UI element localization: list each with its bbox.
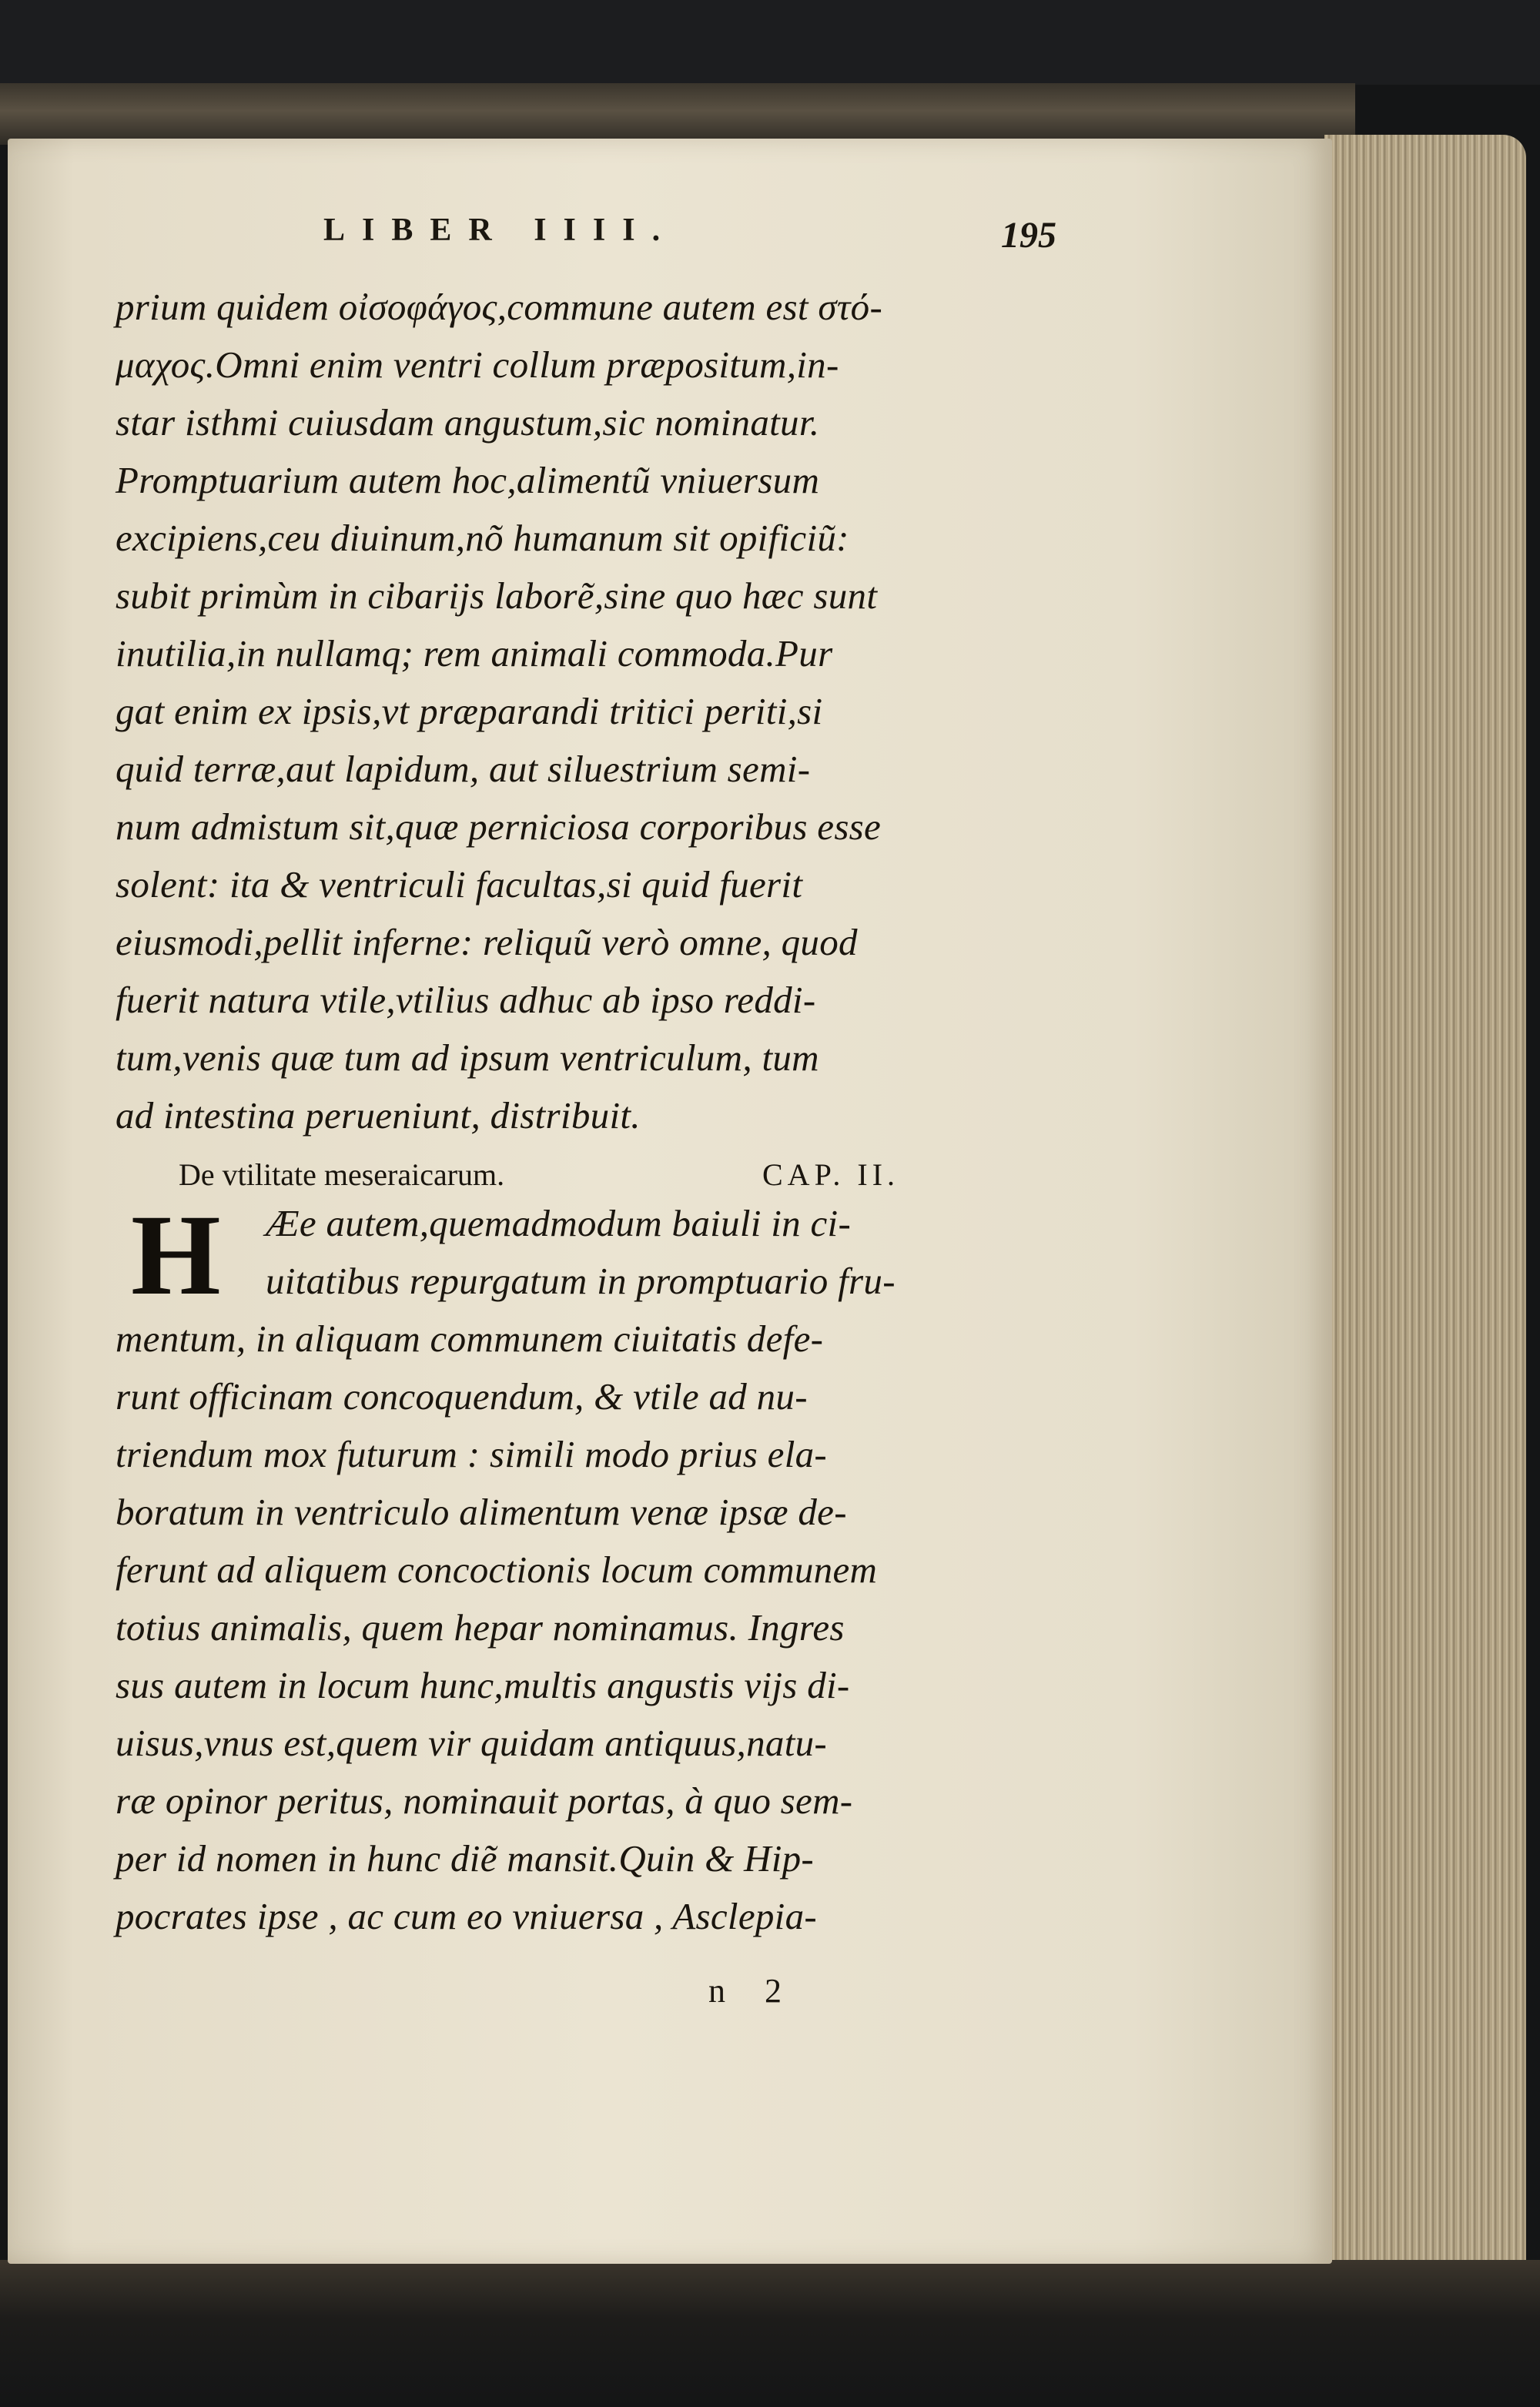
text-line: star isthmi cuiusdam angustum,sic nominatur. [116,401,820,444]
text-line: Æe autem,quemadmodum baiuli in ci- [266,1202,852,1244]
text-line: uitatibus repurgatum in promptuario fru- [266,1260,896,1302]
background-bottom [0,2260,1540,2407]
running-head: LIBER IIII. [323,213,678,248]
text-line: ad intestina perueniunt, distribuit. [116,1094,641,1137]
text-line: num admistum sit,quæ perniciosa corporibus esse [116,805,882,848]
text-line: gat enim ex ipsis,vt præparandi tritici periti,si [116,690,823,732]
text-line: excipiens,ceu diuinum,nõ humanum sit opificiũ: [116,517,849,559]
text-line: triendum mox futurum : simili modo prius ela- [116,1433,828,1475]
text-line: ræ opinor peritus, nominauit portas, à quo sem- [116,1779,853,1822]
text-line: Promptuarium autem hoc,alimentũ vniuersum [116,459,820,501]
text-line: prium quidem οἰσοφάγος,commune autem est στό- [116,286,883,328]
text-line: boratum in ventriculo alimentum venæ ipsæ de- [116,1491,847,1533]
text-line: μαχος.Omni enim ventri collum præpositum,in- [116,343,839,386]
chapter-title: De vtilitate meseraicarum. [179,1157,505,1192]
text-line: mentum, in aliquam communem ciuitatis defe- [116,1317,824,1360]
text-line: fuerit natura vtile,vtilius adhuc ab ipso reddi- [116,979,816,1021]
text-line: quid terræ,aut lapidum, aut siluestrium semi- [116,748,811,790]
drop-cap: H [131,1191,221,1319]
text-line: uisus,vnus est,quem vir quidam antiquus,natu- [116,1722,828,1764]
text-line: eiusmodi,pellit inferne: reliquũ verò omne, quod [116,921,858,963]
text-line: totius animalis, quem hepar nominamus. Ingres [116,1606,845,1649]
book-binding [0,83,1355,145]
text-line: tum,venis quæ tum ad ipsum ventriculum, tum [116,1036,819,1079]
page-number: 195 [1001,215,1056,256]
signature-mark: n 2 [708,1972,797,2010]
text-line: runt officinam concoquendum, & vtile ad nu- [116,1375,808,1418]
page-fore-edge [1324,135,1526,2291]
text-line: ferunt ad aliquem concoctionis locum communem [116,1548,878,1591]
text-line: pocrates ipse , ac cum eo vniuersa , Asclepia- [116,1895,818,1937]
text-line: subit primùm in cibarijs laborẽ,sine quo hæc sunt [116,574,878,617]
background-top [0,0,1540,85]
text-line: sus autem in locum hunc,multis angustis vijs di- [116,1664,850,1706]
text-line: per id nomen in hunc diẽ mansit.Quin & Hip- [116,1837,815,1880]
chapter-number: CAP. II. [762,1157,900,1192]
text-line: inutilia,in nullamq; rem animali commoda.Pur [116,632,833,675]
text-line: solent: ita & ventriculi facultas,si quid fuerit [116,863,803,906]
